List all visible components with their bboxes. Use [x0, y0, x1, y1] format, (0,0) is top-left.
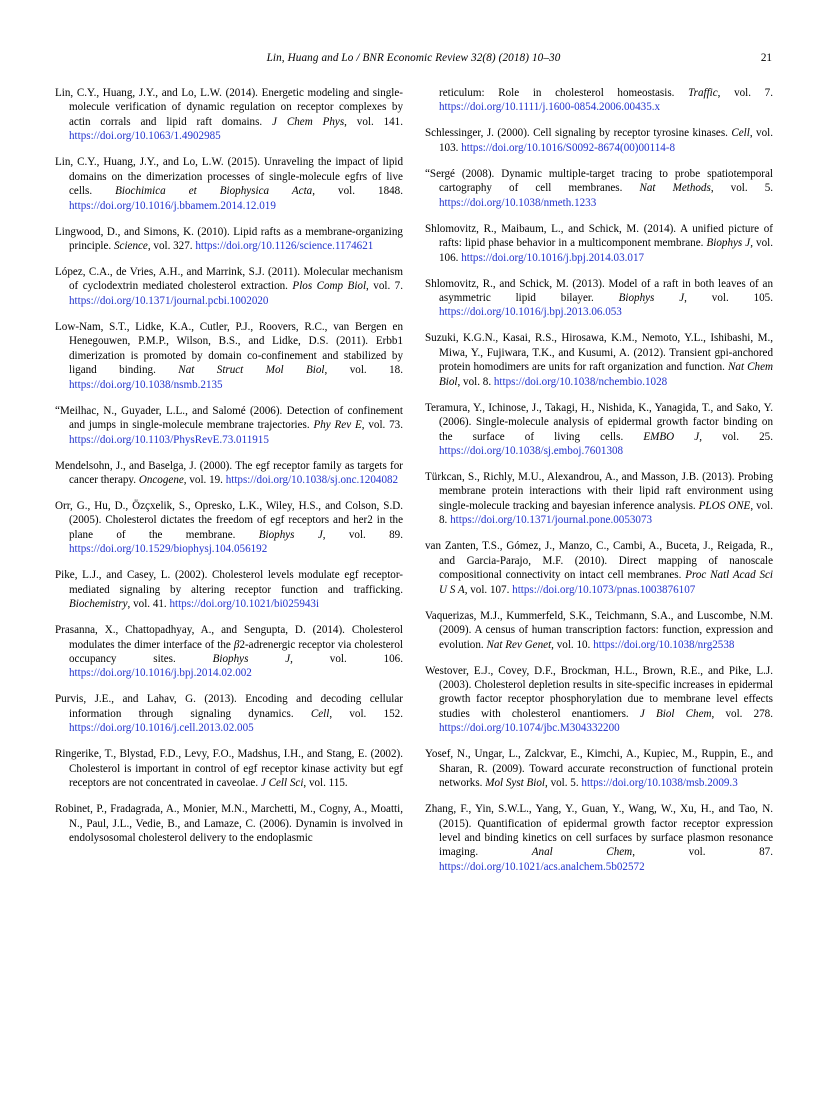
reference-doi-link[interactable]: https://doi.org/10.1371/journal.pone.0053073 [450, 514, 653, 527]
reference-title: Model of a raft in both leaves of an asymmetric lipid bilayer. [439, 277, 773, 304]
reference-title: Transient gpi-anchored protein homodimers are units for raft organization and function. [439, 346, 773, 374]
reference-doi-link[interactable]: https://doi.org/10.1111/j.1600-0854.2006.00435.x [439, 101, 661, 114]
reference-journal: Science [113, 240, 148, 253]
reference-authors: Low-Nam, S.T., Lidke, K.A., Cutler, P.J., Roovers, R.C., van Bergen en Henegouwen, P.M.P., Wilson, B.S., and Lidke, D.S. (2011). [55, 320, 403, 348]
left-column [55, 86, 403, 1006]
reference-title: Energetic modeling and single-molecule verification of dynamic regulation on receptor complexes by actin corrals and lipid raft domains. [69, 87, 403, 128]
reference-entry [425, 470, 773, 528]
right-column [425, 86, 773, 1006]
reference-title: Encoding and decoding cellular information through signaling dynamics. [69, 693, 403, 720]
reference-authors: “Meilhac, N., Guyader, L.L., and Salomé (2006). [55, 404, 283, 417]
reference-volume: , vol. 7. [366, 280, 403, 293]
reference-volume: , vol. 105. [684, 291, 773, 304]
reference-journal: Biophys J [212, 653, 291, 665]
reference-authors: Westover, E.J., Covey, D.F., Brockman, H.L., Brown, R.E., and Pike, L.J. (2003). [425, 664, 773, 691]
reference-journal: Nat Rev Genet [486, 638, 552, 651]
reference-journal: Cell [310, 707, 330, 720]
running-head-title: Lin, Huang and Lo / BNR Economic Review 32(8) (2018) 10–30 [266, 52, 561, 64]
reference-doi-link[interactable]: https://doi.org/10.1103/PhysRevE.73.011915 [69, 433, 269, 446]
reference-entry [55, 404, 403, 447]
reference-entry [425, 167, 773, 210]
reference-authors: Purvis, J.E., and Lahav, G. (2013). [55, 693, 237, 706]
reference-entry [425, 539, 773, 597]
reference-title: The egf receptor family as targets for cancer therapy. [69, 459, 403, 486]
reference-authors: Schlessinger, J. (2000). [425, 127, 530, 140]
reference-title: Dynamic multiple-target tracing to probe spatiotemporal cartography of cell membranes. [439, 167, 773, 195]
reference-entry [425, 747, 773, 790]
reference-title: Cholesterol is important in control of egf receptor kinase activity but egf receptors are not concentrated in caveolae. [69, 762, 403, 790]
reference-entry [55, 155, 403, 213]
reference-entry [55, 265, 403, 308]
reference-journal: Biochemistry [69, 598, 128, 611]
reference-volume: , vol. 19. [183, 473, 223, 486]
reference-title: A census of human transcription factors: function, expression and evolution. [439, 624, 773, 651]
reference-authors: Robinet, P., Fradagrada, A., Monier, M.N., Marchetti, M., Cogny, A., Moatti, N., Paul, J.L., Vedie, B., and Lamaze, C. (2006). [55, 803, 403, 830]
reference-authors: Suzuki, K.G.N., Kasai, R.S., Hirosawa, K.M., Nemoto, Y.L., Ishibashi, M., Miwa, Y., Fujiwara, T.K., and Kusumi, A. (2012). [425, 332, 773, 359]
reference-title: Cell signaling by receptor tyrosine kinases. [533, 127, 728, 140]
reference-authors: Shlomovitz, R., Maibaum, L., and Schick, M. (2014). [425, 222, 677, 235]
reference-journal: Anal Chem [531, 846, 633, 859]
reference-doi-link[interactable]: https://doi.org/10.1038/nsmb.2135 [69, 378, 223, 391]
reference-doi-link[interactable]: https://doi.org/10.1126/science.1174621 [195, 240, 374, 253]
reference-journal: Biophys J [618, 291, 685, 304]
reference-authors: López, C.A., de Vries, A.H., and Marrink, S.J. (2011). [55, 266, 300, 279]
reference-journal: Traffic [688, 87, 718, 99]
reference-title: Cholesterol dictates the freedom of egf receptors and her2 in the plane of the membrane. [69, 514, 403, 541]
reference-authors: Zhang, F., Yin, S.W.L., Yang, Y., Guan, Y., Wang, W., Xu, H., and Tao, N. (2015). [425, 803, 773, 830]
beta-symbol: β [233, 638, 240, 651]
reference-authors: Vaquerizas, M.J., Kummerfeld, S.K., Teichmann, S.A., and Luscombe, N.M. (2009). [425, 609, 773, 637]
reference-volume: , vol. 8. [457, 375, 492, 388]
reference-volume: , vol. 87. [632, 846, 773, 859]
reference-authors: Prasanna, X., Chattopadhyay, A., and Sengupta, D. (2014). [55, 624, 345, 637]
reference-volume: , vol. 106. [290, 653, 403, 665]
reference-journal: Mol Syst Biol [485, 777, 546, 790]
reference-entry [425, 86, 773, 115]
reference-title: Detection of confinement and jumps in single-molecule membrane trajectories. [69, 404, 403, 432]
reference-entry [425, 126, 773, 155]
reference-volume: , vol. 7. [717, 87, 773, 99]
reference-doi-link[interactable]: https://doi.org/10.1038/nrg2538 [593, 638, 735, 651]
reference-title: Toward accurate reconstruction of functional protein networks. [439, 762, 773, 790]
reference-journal: J Biol Chem [639, 707, 712, 720]
reference-authors: Ringerike, T., Blystad, F.D., Levy, F.O., Madshus, I.H., and Stang, E. (2002). [55, 748, 403, 761]
reference-doi-link[interactable]: https://doi.org/10.1016/j.cell.2013.02.005 [69, 722, 254, 735]
reference-entry [55, 499, 403, 557]
reference-volume: , vol. 8. [439, 499, 773, 527]
reference-volume: , vol. 327. [147, 240, 193, 253]
reference-title: Cholesterol modulates the dimer interface of the [69, 624, 403, 651]
reference-doi-link[interactable]: https://doi.org/10.1371/journal.pcbi.1002020 [69, 294, 269, 307]
reference-entry [55, 320, 403, 392]
reference-entry [425, 401, 773, 459]
reference-doi-link[interactable]: https://doi.org/10.1021/acs.analchem.5b02572 [439, 860, 645, 873]
reference-title: Probing membrane protein interactions with their lipid raft environment using single-molecule tracking and bayesian inference analysis. [439, 471, 773, 512]
reference-journal: Biophys J [258, 528, 323, 541]
reference-doi-link[interactable]: https://doi.org/10.1074/jbc.M304332200 [439, 722, 620, 735]
reference-doi-link[interactable]: https://doi.org/10.1038/sj.onc.1204082 [225, 473, 399, 486]
reference-volume: , vol. 18. [324, 364, 403, 377]
reference-journal: Biochimica et Biophysica Acta [115, 185, 313, 198]
reference-volume: , vol. 5. [710, 182, 773, 195]
reference-doi-link[interactable]: https://doi.org/10.1063/1.4902985 [69, 130, 221, 143]
reference-doi-link[interactable]: https://doi.org/10.1529/biophysj.104.056192 [69, 543, 268, 556]
reference-doi-link[interactable]: https://doi.org/10.1016/j.bpj.2014.03.017 [461, 251, 645, 264]
reference-volume: , vol. 115. [303, 777, 348, 790]
running-head [55, 52, 772, 68]
reference-title: Unraveling the impact of lipid domains on the dimerization processes of single-molecule egfrs of live cells. [69, 156, 403, 198]
reference-volume: , vol. 1848. [312, 185, 403, 198]
reference-authors: Pike, L.J., and Casey, L. (2002). [55, 569, 208, 582]
reference-volume: , vol. 152. [329, 707, 403, 720]
reference-entry [425, 664, 773, 736]
reference-entry [55, 623, 403, 681]
reference-journal: Nat Struct Mol Biol [178, 364, 325, 377]
bibliography-columns [55, 86, 772, 1006]
reference-title: Single-molecule analysis of epidermal growth factor binding on the surface of living cells. [439, 416, 773, 443]
reference-entry [425, 222, 773, 265]
reference-authors: Shlomovitz, R., and Schick, M. (2013). [425, 277, 605, 290]
reference-entry [425, 802, 773, 874]
reference-entry [55, 459, 403, 488]
reference-authors: Yosef, N., Ungar, L., Zalckvar, E., Kimchi, A., Kupiec, M., Ruppin, E., and Sharan, R. (2009). [425, 748, 773, 775]
reference-doi-link[interactable]: https://doi.org/10.1038/sj.emboj.7601308 [439, 445, 624, 458]
reference-doi-link[interactable]: https://doi.org/10.1016/j.bpj.2014.02.002 [69, 667, 252, 680]
reference-doi-link[interactable]: https://doi.org/10.1038/nmeth.1233 [439, 196, 597, 209]
reference-journal: Cell [731, 127, 750, 140]
reference-authors: Türkcan, S., Richly, M.U., Alexandrou, A., and Masson, J.B. (2013). [425, 471, 735, 484]
reference-title: Cholesterol levels modulate egf receptor-mediated signaling by altering receptor function and trafficking. [69, 569, 403, 596]
reference-title: Dynamin is involved in endolysosomal cholesterol delivery to the endoplasmic [69, 817, 403, 845]
reference-doi-link[interactable]: https://doi.org/10.1016/j.bbamem.2014.12.019 [69, 199, 276, 212]
reference-doi-link[interactable]: https://doi.org/10.1073/pnas.1003876107 [512, 583, 696, 596]
reference-entry [425, 331, 773, 389]
reference-entry [55, 747, 403, 790]
reference-volume: , vol. 278. [711, 707, 773, 720]
reference-authors: Mendelsohn, J., and Baselga, J. (2000). [55, 459, 233, 472]
reference-entry [55, 802, 403, 845]
reference-entry [425, 277, 773, 320]
reference-journal: Oncogene [138, 473, 184, 486]
reference-doi-link[interactable]: https://doi.org/10.1016/j.bpj.2013.06.053 [439, 306, 622, 319]
reference-authors: Lingwood, D., and Simons, K. (2010). [55, 225, 230, 238]
reference-entry [55, 568, 403, 611]
reference-journal: Plos Comp Biol [292, 280, 367, 293]
reference-title: reticulum: Role in cholesterol homeostasis. [439, 87, 675, 99]
reference-title: Erbb1 dimerization is promoted by domain co-confinement and stabilized by ligand binding. [69, 335, 403, 377]
reference-authors: Lin, C.Y., Huang, J.Y., and Lo, L.W. (2014). [55, 87, 258, 99]
reference-authors: Teramura, Y., Ichinose, J., Takagi, H., Nishida, K., Yanagida, T., and Sako, Y. (2006). [425, 401, 773, 429]
reference-entry [55, 692, 403, 735]
reference-volume: , vol. 41. [127, 598, 167, 611]
reference-volume: , vol. 103. [439, 127, 773, 154]
reference-doi-link[interactable]: https://doi.org/10.1016/S0092-8674(00)00114-8 [461, 141, 676, 154]
reference-title: Direct mapping of nanoscale compositional connectivity on intact cell membranes. [439, 554, 773, 582]
reference-title: Cholesterol depletion results in site-specific increases in epidermal growth factor receptor phosphorylation due to membrane level effects studies with cholesterol enantiomers. [439, 678, 773, 720]
reference-journal: PLOS ONE [698, 499, 751, 512]
reference-journal: EMBO J [643, 430, 700, 443]
reference-title: Quantification of epidermal growth factor receptor expression level and binding kinetics on cell surfaces by surface plasmon resonance imaging. [439, 817, 773, 859]
reference-authors: van Zanten, T.S., Gómez, J., Manzo, C., Cambi, A., Buceta, J., Reigada, R., and Garcia-Parajo, M.F. (2010). [425, 540, 773, 567]
reference-journal: Nat Chem Biol [439, 361, 773, 388]
reference-volume: , vol. 5. [545, 777, 579, 790]
reference-doi-link[interactable]: https://doi.org/10.1038/nchembio.1028 [493, 375, 668, 388]
reference-volume: , vol. 73. [361, 419, 403, 432]
reference-authors: Lin, C.Y., Huang, J.Y., and Lo, L.W. (2015). [55, 156, 260, 169]
reference-doi-link[interactable]: https://doi.org/10.1021/bi025943i [169, 598, 320, 611]
reference-journal: Nat Methods [639, 182, 711, 195]
reference-authors: “Sergé (2008). [425, 167, 495, 180]
reference-volume: , vol. 89. [322, 528, 403, 541]
reference-volume: , vol. 10. [551, 638, 591, 651]
reference-entry [425, 609, 773, 652]
reference-journal: J Chem Phys [272, 115, 345, 128]
reference-authors: Orr, G., Hu, D., Özçxelik, S., Opresko, L.K., Wiley, H.S., and Colson, S.D. (2005). [55, 499, 403, 527]
reference-journal: Phy Rev E [313, 419, 362, 432]
reference-title: A unified picture of rafts: lipid phase behavior in a multicomponent membrane. [439, 222, 773, 250]
reference-journal: J Cell Sci [260, 777, 304, 790]
reference-title: 2-adrenergic receptor via cholesterol occupancy sites. [69, 638, 403, 665]
reference-title: Molecular mechanism of cyclodextrin mediated cholesterol extraction. [69, 266, 403, 293]
reference-doi-link[interactable]: https://doi.org/10.1038/msb.2009.3 [581, 777, 738, 790]
page-number: 21 [760, 52, 772, 64]
reference-volume: , vol. 25. [699, 430, 773, 443]
reference-volume: , vol. 107. [464, 583, 510, 596]
reference-journal: Proc Natl Acad Sci U S A [439, 569, 773, 596]
reference-entry [55, 225, 403, 254]
reference-journal: Biophys J [706, 237, 751, 250]
reference-entry [55, 86, 403, 144]
reference-volume: , vol. 141. [344, 115, 403, 128]
reference-volume: , vol. 106. [439, 237, 773, 264]
reference-title: Lipid rafts as a membrane-organizing principle. [69, 225, 403, 253]
